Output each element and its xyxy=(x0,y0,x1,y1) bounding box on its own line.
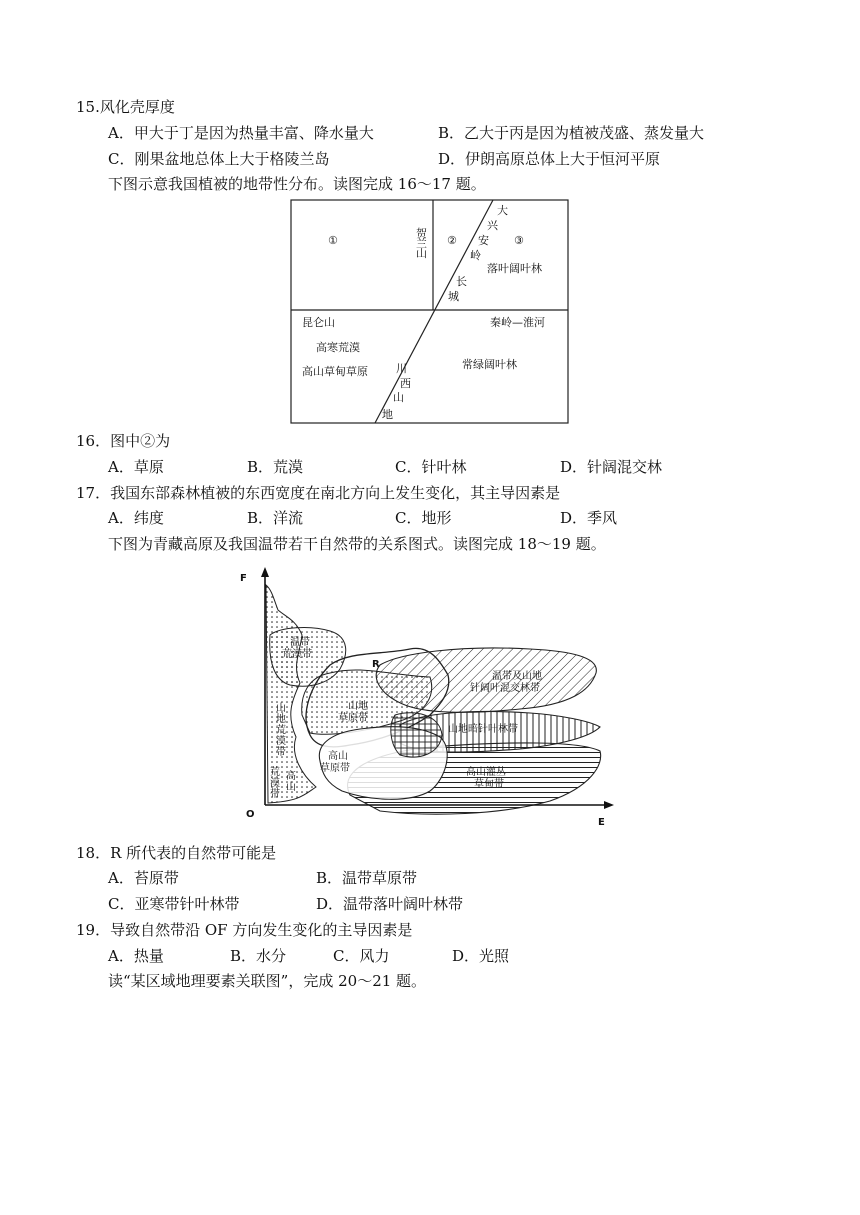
q17-stem: 17．我国东部森林植被的东西宽度在南北方向上发生变化，其主导因素是 xyxy=(76,484,561,502)
shandi-huangmo-3: 荒 xyxy=(276,725,286,736)
label-qinling: 秦岭—淮河 xyxy=(490,316,545,329)
label-changcheng-1: 长 xyxy=(456,275,467,288)
shandi-huangmo-5: 带 xyxy=(276,747,286,758)
natural-zone-figure xyxy=(230,565,620,830)
q15-option-d: D．伊朗高原总体上大于恒河平原 xyxy=(438,150,661,168)
q15-stem: 15.风化壳厚度 xyxy=(76,98,175,116)
q15-option-a: A．甲大于丁是因为热量丰富、降水量大 xyxy=(108,124,374,142)
arrow-e xyxy=(604,801,614,809)
gaoshan-v-2: 山 xyxy=(286,782,296,793)
gaoshan-guancong-2: 草甸带 xyxy=(474,779,504,790)
wendai-shandi-2: 针阔叶混交林带 xyxy=(470,683,540,694)
q19-stem: 19．导致自然带沿 OF 方向发生变化的主导因素是 xyxy=(76,921,413,939)
q16-stem: 16．图中②为 xyxy=(76,432,171,450)
label-chuanxi-4: 地 xyxy=(382,408,393,421)
q18-option-d: D．温带落叶阔叶林带 xyxy=(316,895,464,913)
q19-option-d: D．光照 xyxy=(452,947,510,965)
mixed-forest-zone xyxy=(376,648,596,712)
q15-option-b: B．乙大于丙是因为植被茂盛、蒸发量大 xyxy=(438,124,705,142)
q16-option-a: A．草原 xyxy=(108,458,164,476)
label-daxing-4: 岭 xyxy=(470,249,481,262)
huangmo-dai-2: 漠 xyxy=(270,778,280,789)
q18-option-a: A．苔原带 xyxy=(108,869,179,887)
q17-option-a: A．纬度 xyxy=(108,509,164,527)
q17-option-c: C．地形 xyxy=(395,509,452,527)
wendai-huangmo-1: 温带 xyxy=(290,637,310,648)
marker-1: ① xyxy=(328,234,338,247)
marker-2: ② xyxy=(447,234,457,247)
label-daxing-1: 大 xyxy=(497,204,508,217)
label-changcheng-2: 城 xyxy=(448,290,459,303)
q16-option-b: B．荒漠 xyxy=(247,458,304,476)
label-daxing-2: 兴 xyxy=(487,219,498,232)
q16-option-c: C．针叶林 xyxy=(395,458,467,476)
label-changlv: 常绿阔叶林 xyxy=(462,358,517,371)
q16-option-d: D．针阔混交林 xyxy=(560,458,663,476)
wendai-shandi-1: 温带及山地 xyxy=(492,671,542,682)
arrow-f xyxy=(261,567,269,577)
shandi-huangmo-4: 漠 xyxy=(276,736,286,747)
label-helan-2: 兰 xyxy=(416,237,427,250)
gaoshan-caoyuan-2: 草原带 xyxy=(320,763,350,774)
q19-option-a: A．热量 xyxy=(108,947,164,965)
vegetation-zone-figure xyxy=(290,199,570,425)
q18-option-c: C．亚寒带针叶林带 xyxy=(108,895,240,913)
gaoshan-guancong-1: 高山灌丛 xyxy=(466,767,506,778)
shandi-huangmo-1: 山 xyxy=(276,703,286,714)
r-label: R xyxy=(372,659,380,670)
axis-o-label: O xyxy=(246,809,255,820)
q19-option-b: B．水分 xyxy=(230,947,287,965)
shandi-huangmo-2: 地 xyxy=(276,714,286,725)
label-daxing-3: 安 xyxy=(478,234,489,247)
gaoshan-caoyuan-1: 高山 xyxy=(328,751,348,762)
q15-option-c: C．刚果盆地总体上大于格陵兰岛 xyxy=(108,150,330,168)
shandi-anzhen: 山地暗针叶林带 xyxy=(448,724,518,735)
label-luoye: 落叶阔叶林 xyxy=(487,262,542,275)
label-chuanxi-1: 川 xyxy=(396,362,407,375)
q18-stem: 18．R 所代表的自然带可能是 xyxy=(76,844,277,862)
label-kunlun: 昆仑山 xyxy=(302,316,335,329)
label-helan-3: 山 xyxy=(416,247,427,260)
axis-f-label: F xyxy=(240,573,247,584)
wendai-huangmo-2: 荒漠带 xyxy=(282,649,312,660)
q17-option-d: D．季风 xyxy=(560,509,618,527)
shandi-caoyuan-1: 山地 xyxy=(348,701,368,712)
shandi-caoyuan-2: 草原带 xyxy=(338,713,368,724)
label-chuanxi-3: 山 xyxy=(393,391,404,404)
intro-20-21: 读“某区域地理要素关联图”，完成 20～21 题。 xyxy=(108,972,427,990)
label-chuanxi-2: 西 xyxy=(400,377,411,390)
axis-e-label: E xyxy=(598,817,605,828)
intro-16-17: 下图示意我国植被的地带性分布。读图完成 16～17 题。 xyxy=(108,175,486,193)
label-gaoshan-caodian: 高山草甸草原 xyxy=(302,365,368,378)
q18-option-b: B．温带草原带 xyxy=(316,869,418,887)
huangmo-dai-3: 带 xyxy=(270,789,280,800)
intro-18-19: 下图为青藏高原及我国温带若干自然带的关系图式。读图完成 18～19 题。 xyxy=(108,535,606,553)
q19-option-c: C．风力 xyxy=(333,947,390,965)
label-gaohan: 高寒荒漠 xyxy=(316,341,360,354)
label-helan-1: 贺 xyxy=(416,227,427,240)
huangmo-dai-1: 荒 xyxy=(270,767,280,778)
marker-3: ③ xyxy=(514,234,524,247)
q17-option-b: B．洋流 xyxy=(247,509,304,527)
gaoshan-v-1: 高 xyxy=(286,771,296,782)
